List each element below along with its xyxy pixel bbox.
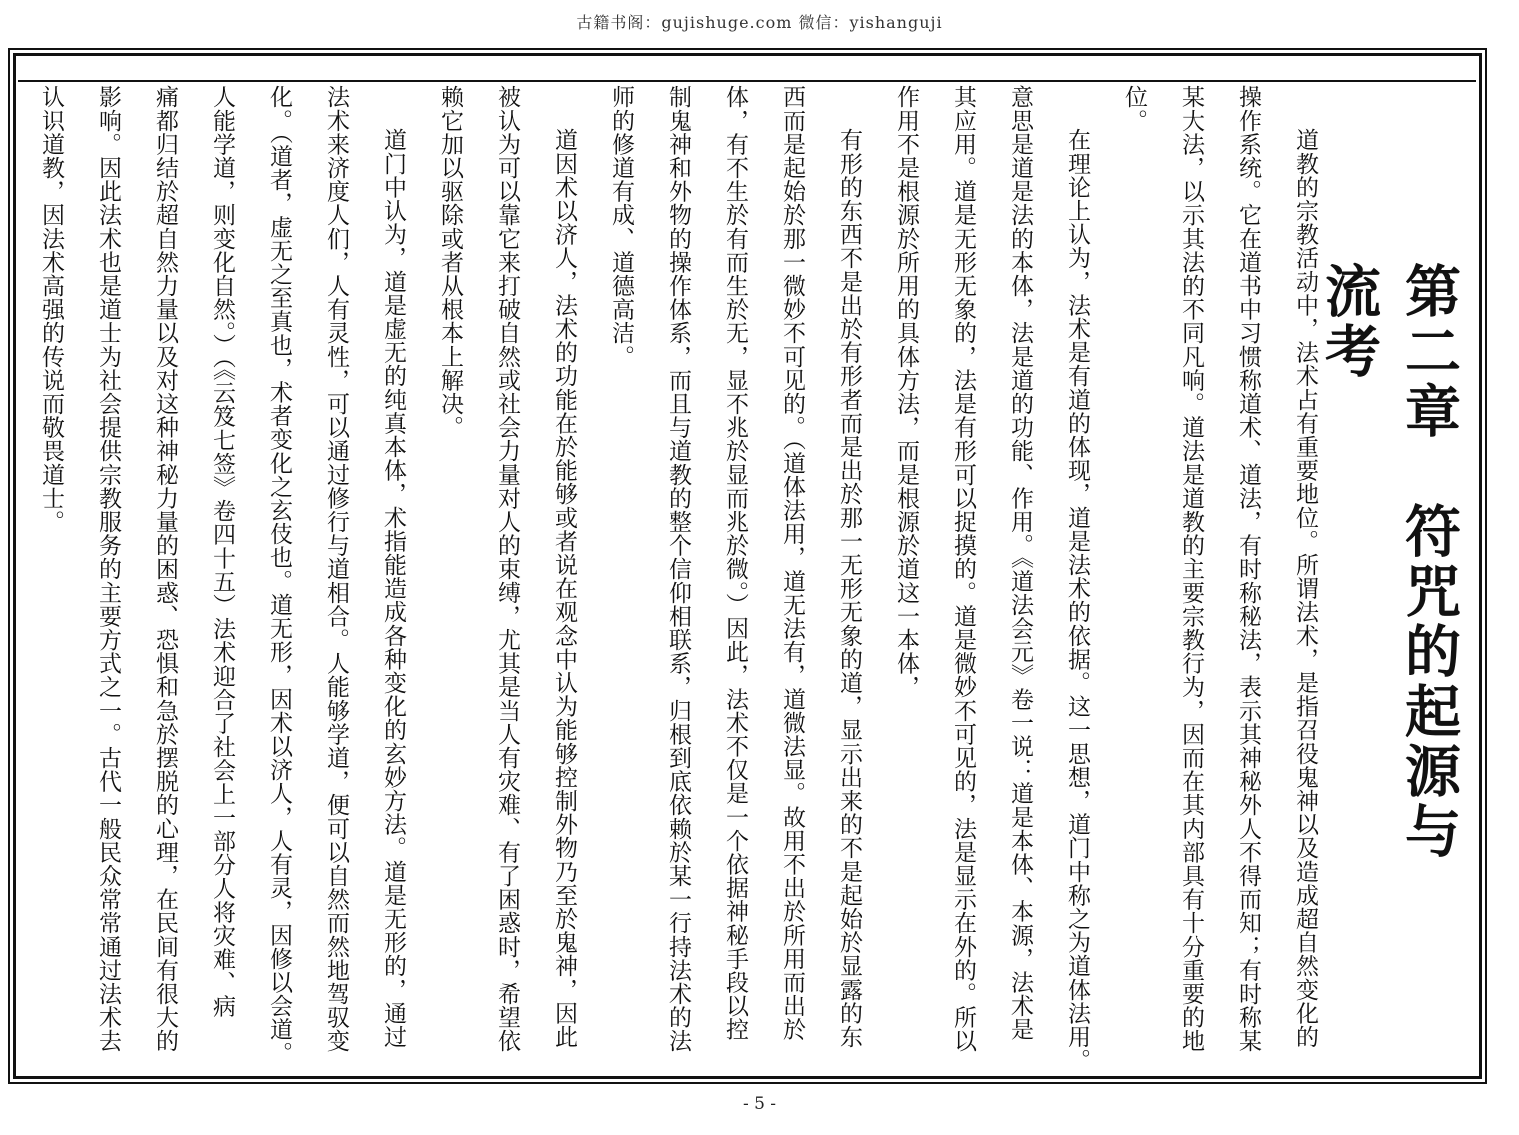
column-text: 意思是道是法的本体，法是道的功能、作用。《道法会元》卷一说：道是本体、本源，法术是 [1007, 85, 1033, 1042]
column-text: 西而是起始於那一微妙不可见的。（道体法用，道无法有，道微法显。故用不出於所用而出於 [779, 85, 805, 1042]
column-text: 操作系统。它在道书中习惯称道术、道法，有时称秘法，表示其神秘外人不得而知；有时称某 [1235, 85, 1261, 1053]
text-column [1005, 0, 1035, 1135]
column-text: 被认为可以靠它来打破自然或社会力量对人的束缚，尤其是当人有灾难、有了困惑时，希望依 [494, 85, 520, 1053]
column-text: 法术来济度人们，人有灵性，可以通过修行与道相合。人能够学道，便可以自然而然地驾驭变 [323, 85, 349, 1053]
column-text: 化。（道者，虚无之至真也，术者变化之玄伎也。道无形，因术以济人，人有灵，因修以会道。 [266, 85, 292, 1065]
column-text: 影响。因此法术也是道士为社会提供宗教服务的主要方式之一。古代一般民众常常通过法术去 [95, 85, 121, 1053]
text-column [1119, 0, 1149, 1135]
text-column [435, 0, 465, 1135]
page-number: - 5 - [742, 1094, 777, 1114]
column-text: 认识道教，因法术高强的传说而敬畏道士。 [38, 85, 64, 534]
text-column [378, 0, 408, 1135]
text-column [1233, 0, 1263, 1135]
watermark-text: 古籍书阁：gujishuge.com 微信：yishanguji [576, 13, 943, 32]
text-column [36, 0, 66, 1135]
column-text: 道因术以济人，法术的功能在於能够或者说在观念中认为能够控制外物乃至於鬼神，因此 [551, 128, 577, 1049]
column-text: 体，有不生於有而生於无，显不兆於显而兆於微。）因此，法术不仅是一个依据神秘手段以控 [722, 85, 748, 1042]
text-column [1062, 0, 1092, 1135]
text-column [891, 0, 921, 1135]
column-text: 道门中认为，道是虚无的纯真本体，术指能造成各种变化的玄妙方法。道是无形的，通过 [380, 128, 406, 1049]
text-column [834, 0, 864, 1135]
column-text: 赖它加以驱除或者从根本上解决。 [437, 85, 463, 439]
text-column [720, 0, 750, 1135]
text-column [207, 0, 237, 1135]
text-column [606, 0, 636, 1135]
text-column [549, 0, 579, 1135]
text-column [150, 0, 180, 1135]
column-text: 人能学道，则变化自然。）（《云笈七签》卷四十五）法术迎合了社会上一部分人将灾难、病 [209, 85, 235, 1019]
text-column [1290, 0, 1320, 1135]
column-text: 作用不是根源於所用的具体方法，而是根源於道这一本体， [893, 85, 919, 699]
text-column [777, 0, 807, 1135]
column-text: 在理论上认为，法术是有道的体现，道是法术的依据。这一思想，道门中称之为道体法用。 [1064, 128, 1090, 1072]
column-text: 制鬼神和外物的操作体系，而且与道教的整个信仰相联系，归根到底依赖於某一行持法术的法 [665, 85, 691, 1053]
text-column [663, 0, 693, 1135]
column-text: 师的修道有成、道德高洁。 [608, 85, 634, 369]
column-text: 道教的宗教活动中，法术占有重要地位。所谓法术，是指召役鬼神以及造成超自然变化的 [1292, 128, 1318, 1049]
text-column [1176, 0, 1206, 1135]
column-text: 其应用。道是无形无象的，法是有形可以捉摸的。道是微妙不可见的，法是显示在外的。所以 [950, 85, 976, 1053]
text-column [948, 0, 978, 1135]
text-column [492, 0, 522, 1135]
chapter-title: 第二章 符咒的起源与流考 [1316, 262, 1461, 862]
text-column [264, 0, 294, 1135]
column-text: 位。 [1121, 85, 1147, 133]
column-text: 痛都归结於超自然力量以及对这种神秘力量的困惑、恐惧和急於摆脱的心理，在民间有很大的 [152, 85, 178, 1053]
column-text: 有形的东西不是出於有形者而是出於那一无形无象的道，显示出来的不是起始於显露的东 [836, 128, 862, 1049]
column-text: 某大法，以示其法的不同凡响。道法是道教的主要宗教行为，因而在其内部具有十分重要的地 [1178, 85, 1204, 1053]
text-column [321, 0, 351, 1135]
text-column [93, 0, 123, 1135]
